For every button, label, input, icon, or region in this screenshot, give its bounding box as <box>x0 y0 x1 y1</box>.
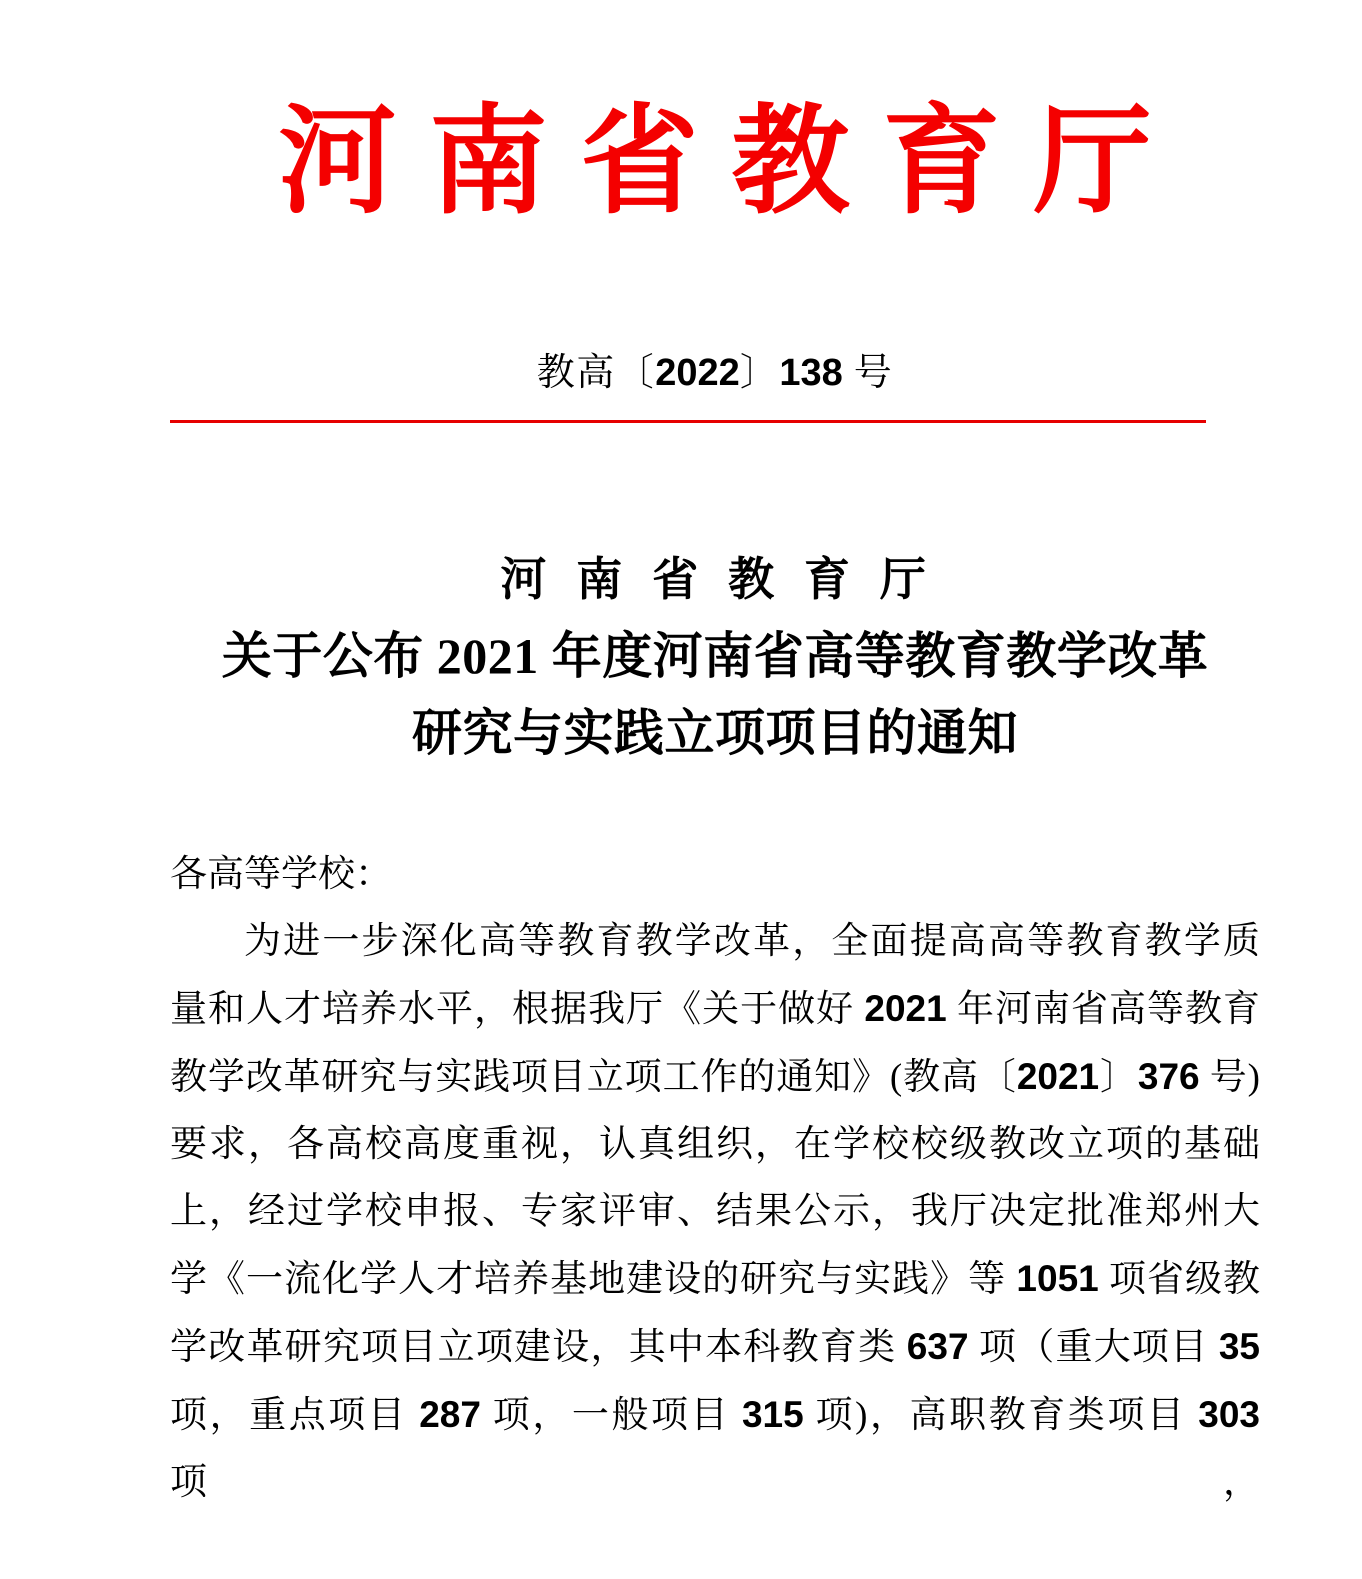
title-line-subject: 关于公布 2021 年度河南省高等教育教学改革 <box>221 628 1209 684</box>
red-divider-line <box>170 420 1206 423</box>
salutation: 各高等学校： <box>170 854 392 895</box>
body-line: 要求，各高校高度重视，认真组织，在学校校级教改立项的基础 <box>170 1124 1260 1165</box>
body-line: 项，重点项目 287 项，一般项目 315 项)，高职教育类项目 303 项， <box>170 1394 1261 1503</box>
agency-letterhead: 河南省教育厅 <box>278 97 1185 228</box>
title-line-agency: 河 南 省 教 育 厅 <box>500 554 930 605</box>
body-paragraph <box>170 908 1260 1516</box>
title-line-subject-cont: 研究与实践立项项目的通知 <box>412 705 1018 761</box>
body-line: 教学改革研究与实践项目立项工作的通知》(教高〔2021〕376 号) <box>170 1056 1260 1098</box>
document-page <box>0 96 1362 1579</box>
body-line: 量和人才培养水平，根据我厅《关于做好 2021 年河南省高等教育 <box>170 988 1261 1030</box>
body-line: 学《一流化学人才培养基地建设的研究与实践》等 1051 项省级教 <box>170 1258 1261 1300</box>
body-line: 上，经过学校申报、专家评审、结果公示，我厅决定批准郑州大 <box>170 1191 1260 1232</box>
document-content <box>170 96 1260 1516</box>
body-line: 学改革研究项目立项建设，其中本科教育类 637 项（重大项目 35 <box>170 1326 1261 1368</box>
body-line: 为进一步深化高等教育教学改革，全面提高高等教育教学质 <box>244 921 1260 962</box>
doc-number: 教高〔2022〕138 号 <box>536 352 894 394</box>
notice-title <box>170 541 1260 772</box>
